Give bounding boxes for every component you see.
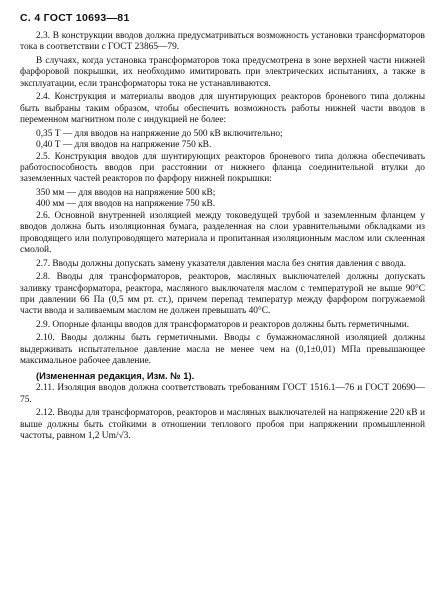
paragraph-current-transformers: В случаях, когда установка трансформаторов тока предусмотрена в зоне верхней части нижней фарфоровой покрышки, их необходимо имитировать при электрических испытаниях, а также в эксплуатации, если трансформаторы тока не устанавливаются. xyxy=(20,55,425,89)
paragraph-2-7: 2.7. Вводы должны допускать замену указателя давления масла без снятия давления с ввода. xyxy=(36,258,406,269)
paragraph-2-8: 2.8. Вводы для трансформаторов, реакторов, масляных выключателей должны допускать заливку трансформатора, реактора, масляного выключателя маслом с температурой не выше 90°C при давлении 66 Па (0,5 мм рт. ст.), причем перепад температур между фарфором погружаемой части ввода и заливаемым маслом не должен превышать 40°C. xyxy=(20,272,425,317)
paragraph-2-12: 2.12. Вводы для трансформаторов, реакторов и масляных выключателей на напряжение 220 кВ и выше должны быть стойкими в отношении теплового пробоя при напряжении промышленной частоты, равном 1,2 Um/√3. xyxy=(20,408,425,441)
paragraph-2-4: 2.4. Конструкция и материалы вводов для шунтирующих реакторов броневого типа должны быть выбраны таким образом, чтобы обеспечить возможность работы нижней части вводов в переменном магнитном поле с индукцией не более: xyxy=(20,92,425,126)
list-item-350: 350 мм — для вводов на напряжение 500 кВ; xyxy=(36,187,216,198)
document-body xyxy=(20,31,425,442)
page-header: С. 4 ГОСТ 10693—81 xyxy=(20,12,130,24)
paragraph-2-10: 2.10. Вводы должны быть герметичными. Вводы с бумажномасляной изоляцией должны выдерживать испытательное давление масла не менее чем на (0,1±0,01) МПа превышающее максимальное рабочее давление. xyxy=(20,333,425,367)
paragraph-2-3: 2.3. В конструкции вводов должна предусматриваться возможность установки трансформаторов тока в соответствии с ГОСТ 23865—79. xyxy=(20,31,425,53)
amendment-note: (Измененная редакция, Изм. № 1). xyxy=(36,369,195,381)
document-page xyxy=(20,12,425,444)
list-item-400: 400 мм — для вводов на напряжение 750 кВ. xyxy=(36,199,216,210)
paragraph-2-9: 2.9. Опорные фланцы вводов для трансформаторов и реакторов должны быть герметичными. xyxy=(36,319,410,330)
paragraph-2-6: 2.6. Основной внутренней изоляцией между токоведущей трубой и заземленным фланцем у вводов должна быть изоляционная бумага, разделенная на слои уравнительными обкладками из проводящего или полупроводящего материала и пропитанная изоляционным маслом или склеенная смолой. xyxy=(20,210,425,256)
list-item-035: 0,35 Т — для вводов на напряжение до 500 кВ включительно; xyxy=(36,128,283,139)
paragraph-2-11: 2.11. Изоляция вводов должна соответствовать требованиям ГОСТ 1516.1—76 и ГОСТ 20690—75. xyxy=(20,383,425,405)
paragraph-2-5: 2.5. Конструкция вводов для шунтирующих реакторов броневого типа должна обеспечивать работоспособность вводов при расстоянии от нижнего фланца соединительной втулки до заземленных частей реакторов по фарфору нижней покрышки: xyxy=(20,151,425,185)
list-item-040: 0,40 Т — для вводов на напряжение 750 кВ. xyxy=(36,140,212,151)
